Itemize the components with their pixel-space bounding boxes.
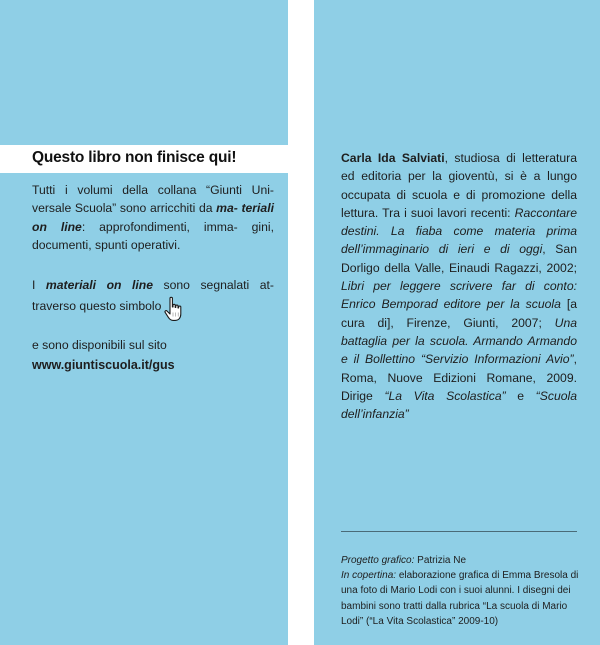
credits-divider [341, 531, 577, 532]
hand-pointer-icon [163, 296, 185, 322]
materiali-term-c: materiali on line [45, 278, 153, 292]
cover-label: In copertina: [341, 570, 397, 581]
cover-value: elaborazione grafica di Emma Bresola di una foto di Mario Lodi con i suoi alunni. I disegni dei bambini sono tratti dalla rubrica “La scuola di Mario Lodi” (“La Vita Scolastica” 2009-10) [341, 570, 579, 628]
intro-line-1: Tutti i volumi della collana “Giunti Uni- [32, 183, 274, 197]
materiali-term-b: teriali on line [32, 201, 274, 234]
intro-paragraph [32, 181, 274, 254]
author-name: Carla Ida Salviati [341, 151, 445, 165]
bio-title-3: Una battaglia per la scuola. Armando Armando e il Bollettino “Servizio Informazioni Avio” [341, 315, 577, 367]
bio-text-4: , Roma, Nuove Edizioni Romane, 2009. Dirige [341, 352, 577, 403]
bio-title-4: “La Vita Scolastica” [384, 388, 506, 403]
symbol-paragraph [32, 276, 274, 320]
symbol-text-a: I [32, 278, 46, 292]
bio-title-2: Libri per leggere scrivere far di conto: Enrico Bemporad editore per la scuola [341, 279, 577, 312]
panel-divider [288, 0, 314, 645]
symbol-text-c: traverso questo simbolo [32, 299, 162, 314]
intro-line-2: versale Scuola” sono arricchiti da [32, 201, 217, 216]
bio-text-3: [a cura di], Firenze, Giunti, 2007; [341, 297, 577, 330]
page-title: Questo libro non finisce qui! [32, 149, 237, 166]
symbol-text-b: sono segnalati at- [152, 278, 274, 292]
credits-cover [341, 568, 581, 630]
credits-design [341, 553, 581, 568]
bio-text-2: , San Dorligo della Valle, Einaudi Ragazzi, 2002; [341, 242, 577, 275]
materiali-term-a: ma- [216, 201, 238, 216]
left-panel [0, 0, 288, 645]
design-value: Patrizia Ne [414, 555, 467, 566]
design-label: Progetto grafico: [341, 555, 415, 566]
bio-text-5: e [505, 388, 536, 403]
site-paragraph: e sono disponibili sul sito [32, 338, 167, 352]
intro-line-3: : approfondimenti, imma- [81, 219, 238, 234]
intro-line-4: gini, documenti, spunti operativi. [32, 219, 275, 252]
bio-title-5: “Scuola dell’infanzia” [341, 388, 577, 422]
bio-title-1: Raccontare destini. La fiaba come materia prima dell’immaginario di ieri e di oggi [341, 205, 577, 257]
author-bio [341, 149, 577, 423]
site-url-link[interactable]: www.giuntiscuola.it/gus [32, 358, 175, 372]
bio-text-1: , studiosa di letteratura ed editoria per la gioventù, si è a lungo occupata di scuola e di promozione della lettura. Tra i suoi lavori recenti: [341, 151, 577, 220]
